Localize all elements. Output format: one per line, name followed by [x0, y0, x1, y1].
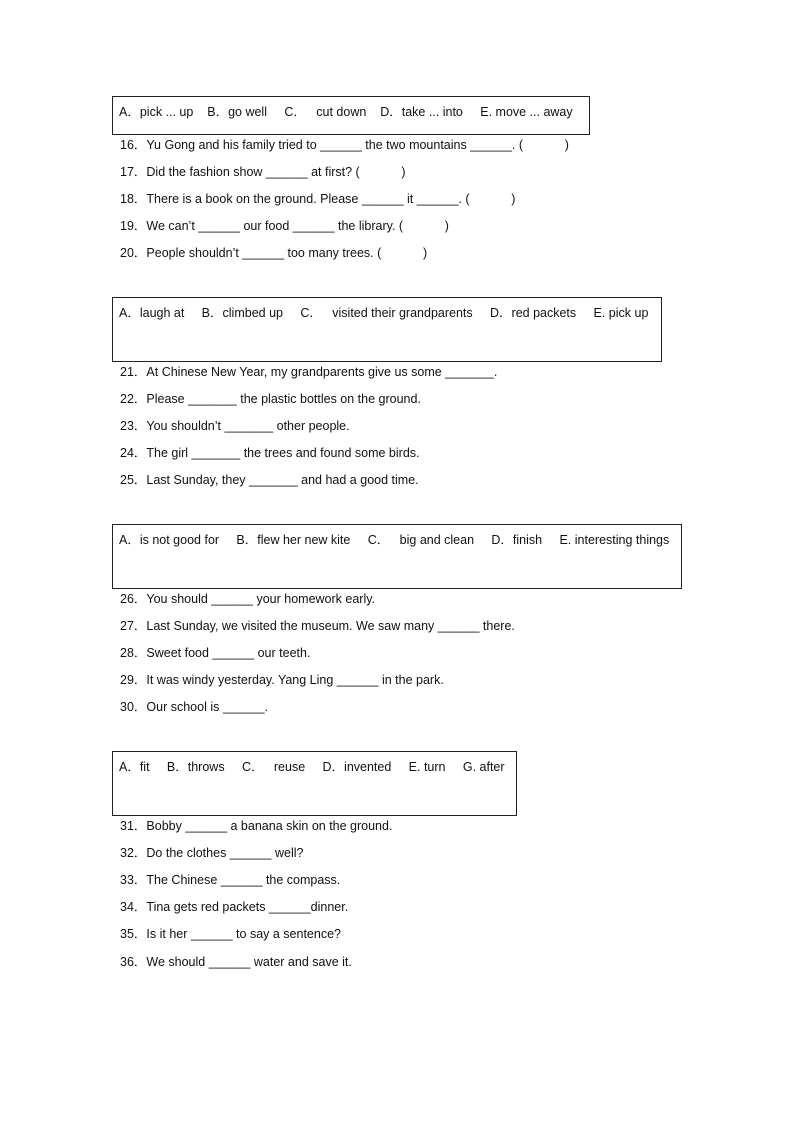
question-number: 22． — [120, 392, 147, 406]
question-18 — [120, 189, 515, 209]
question-number: 23． — [120, 419, 147, 433]
question-number: 16． — [120, 138, 147, 152]
question-number: 31． — [120, 819, 147, 833]
question-text: We can’t ______ our food ______ the library. ( ) — [146, 219, 449, 233]
question-number: 30． — [120, 700, 147, 714]
question-20 — [120, 243, 427, 263]
question-number: 20． — [120, 246, 147, 260]
question-number: 19． — [120, 219, 147, 233]
question-text: Is it her ______ to say a sentence? — [146, 927, 341, 941]
question-21 — [120, 362, 497, 382]
question-31 — [120, 816, 392, 836]
question-33 — [120, 870, 340, 890]
question-text: You shouldn’t _______ other people. — [146, 419, 350, 433]
question-25 — [120, 470, 419, 490]
question-number: 32． — [120, 846, 147, 860]
question-text: Yu Gong and his family tried to ______ the two mountains ______. ( ) — [146, 138, 569, 152]
question-28 — [120, 643, 310, 663]
question-text: Last Sunday, we visited the museum. We saw many ______ there. — [146, 619, 515, 633]
question-number: 33． — [120, 873, 147, 887]
options-text-4: A．fit B．throws C． reuse D．invented E. turn G. after — [119, 760, 505, 774]
question-text: At Chinese New Year, my grandparents give us some _______. — [146, 365, 498, 379]
question-text: Our school is ______. — [146, 700, 269, 714]
options-box-3 — [112, 524, 682, 589]
question-27 — [120, 616, 515, 636]
question-text: You should ______ your homework early. — [146, 592, 376, 606]
question-text: Bobby ______ a banana skin on the ground. — [146, 819, 393, 833]
question-text: Please _______ the plastic bottles on the ground. — [146, 392, 421, 406]
question-text: Do the clothes ______ well? — [146, 846, 304, 860]
question-number: 27． — [120, 619, 147, 633]
question-text: It was windy yesterday. Yang Ling ______ in the park. — [146, 673, 444, 687]
question-text: There is a book on the ground. Please ______ it ______. ( ) — [146, 192, 516, 206]
question-text: Did the fashion show ______ at first? ( ) — [146, 165, 406, 179]
question-16 — [120, 135, 569, 155]
question-number: 24． — [120, 446, 147, 460]
question-26 — [120, 589, 375, 609]
question-22 — [120, 389, 421, 409]
question-text: Tina gets red packets ______dinner. — [146, 900, 349, 914]
question-36 — [120, 952, 352, 972]
question-text: Last Sunday, they _______ and had a good time. — [146, 473, 419, 487]
question-29 — [120, 670, 444, 690]
question-19 — [120, 216, 449, 236]
question-number: 36． — [120, 955, 147, 969]
options-box-4 — [112, 751, 517, 816]
question-text: The Chinese ______ the compass. — [146, 873, 341, 887]
question-32 — [120, 843, 303, 863]
options-text-2: A．laugh at B．climbed up C． visited their grandparents D．red packets E. pick up — [119, 306, 649, 320]
question-text: The girl _______ the trees and found some birds. — [146, 446, 420, 460]
options-text-1: A．pick ... up B．go well C． cut down D．take ... into E. move ... away — [119, 105, 573, 119]
question-number: 18． — [120, 192, 147, 206]
question-34 — [120, 897, 348, 917]
question-number: 34． — [120, 900, 147, 914]
question-number: 21． — [120, 365, 147, 379]
question-number: 29． — [120, 673, 147, 687]
question-number: 17． — [120, 165, 147, 179]
question-23 — [120, 416, 350, 436]
question-35 — [120, 924, 341, 944]
question-text: People shouldn’t ______ too many trees. ( ) — [146, 246, 428, 260]
question-24 — [120, 443, 420, 463]
question-number: 26． — [120, 592, 147, 606]
question-number: 28． — [120, 646, 147, 660]
options-text-3: A．is not good for B．flew her new kite C． big and clean D．finish E. interesting things — [119, 533, 670, 547]
options-box-2 — [112, 297, 662, 362]
question-17 — [120, 162, 406, 182]
question-text: Sweet food ______ our teeth. — [146, 646, 311, 660]
question-30 — [120, 697, 268, 717]
options-box-1 — [112, 96, 590, 135]
question-text: We should ______ water and save it. — [146, 955, 352, 969]
question-number: 25． — [120, 473, 147, 487]
question-number: 35． — [120, 927, 147, 941]
